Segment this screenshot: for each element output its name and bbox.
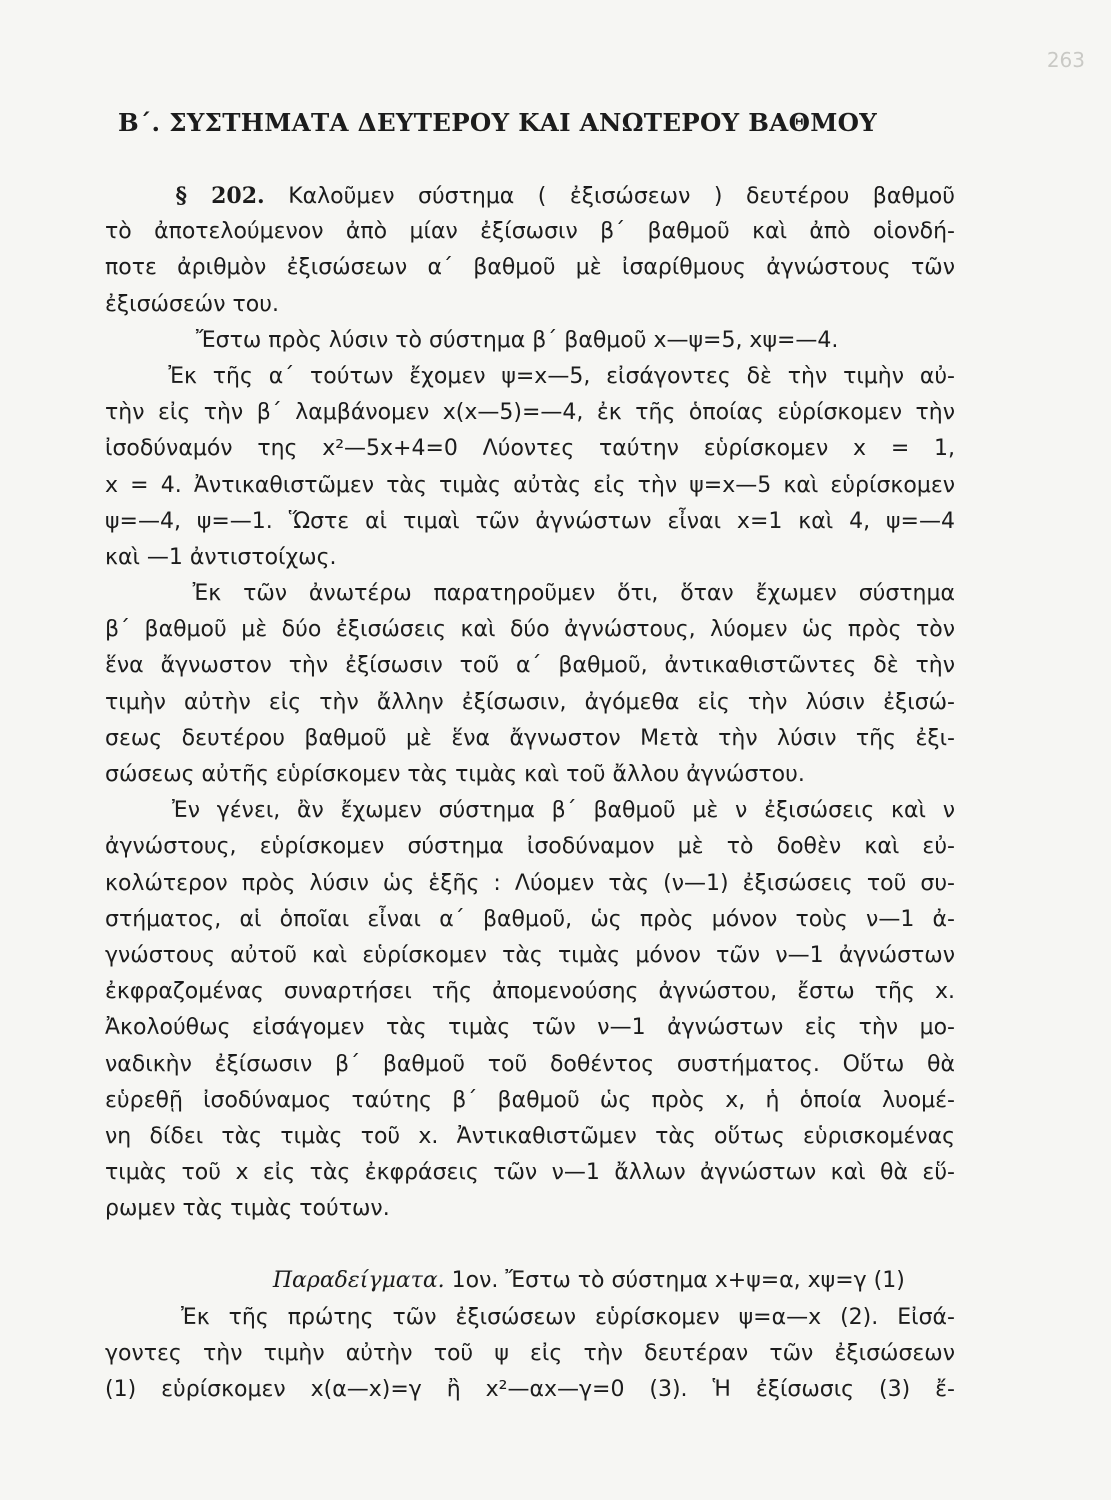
text-line: ἕνα ἄγνωστον τὴν ἐξίσωσιν τοῦ α΄ βαθμοῦ, ἀντικαθιστῶντες δὲ τὴν [105, 653, 955, 679]
text-line: γοντες τὴν τιμὴν αὐτὴν τοῦ ψ εἰς τὴν δευτέραν τῶν ἐξισώσεων [105, 1340, 955, 1366]
body-text [105, 178, 955, 1408]
text-line: Ἔστω πρὸς λύσιν τὸ σύστημα β΄ βαθμοῦ x—ψ=5, xψ=—4. [105, 327, 839, 353]
text-line: ποτε ἀριθμὸν ἐξισώσεων α΄ βαθμοῦ μὲ ἰσαρίθμους ἀγνώστους τῶν [105, 255, 955, 281]
text-line: Ἐκ τῆς πρώτης τῶν ἐξισώσεων εὑρίσκομεν ψ=α—x (2). Εἰσά- [105, 1304, 955, 1330]
text-line: καὶ —1 ἀντιστοίχως. [105, 544, 337, 570]
text-line: Ἐκ τῆς α΄ τούτων ἔχομεν ψ=x—5, εἰσάγοντες δὲ τὴν τιμὴν αὐ- [105, 363, 955, 389]
page-number: 263 [1046, 48, 1085, 72]
text-line: σώσεως αὐτῆς εὑρίσκομεν τὰς τιμὰς καὶ τοῦ ἄλλου ἀγνώστου. [105, 762, 805, 787]
text-line: ἐξισώσεών του. [105, 291, 279, 317]
text-line: γνώστους αὐτοῦ καὶ εὑρίσκομεν τὰς τιμὰς μόνον τῶν ν—1 ἀγνώστων [105, 942, 955, 968]
text-line: τὸ ἀποτελούμενον ἀπὸ μίαν ἐξίσωσιν β΄ βαθμοῦ καὶ ἀπὸ οἱονδή- [105, 219, 955, 245]
text-line: (1) εὑρίσκομεν x(α—x)=γ ἢ x²—αx—γ=0 (3). Ἡ ἐξίσωσις (3) ἔ- [105, 1377, 955, 1402]
text-line: ψ=—4, ψ=—1. Ὥστε αἱ τιμαὶ τῶν ἀγνώστων εἶναι x=1 καὶ 4, ψ=—4 [105, 508, 955, 534]
section-heading: Β΄. ΣΥΣΤΗΜΑΤΑ ΔΕΥΤΕΡΟΥ ΚΑΙ ΑΝΩΤΕΡΟΥ ΒΑΘΜΟΥ [118, 108, 878, 137]
text-line: τιμὰς τοῦ x εἰς τὰς ἐκφράσεις τῶν ν—1 ἄλλων ἀγνώστων καὶ θὰ εὕ- [105, 1160, 955, 1186]
text-line: κολώτερον πρὸς λύσιν ὡς ἑξῆς : Λύομεν τὰς (ν—1) ἐξισώσεις τοῦ συ- [105, 870, 955, 896]
text-line: ἀγνώστους, εὑρίσκομεν σύστημα ἰσοδύναμον μὲ τὸ δοθὲν καὶ εὐ- [105, 834, 955, 860]
text-line: β΄ βαθμοῦ μὲ δύο ἐξισώσεις καὶ δύο ἀγνώστους, λύομεν ὡς πρὸς τὸν [105, 617, 955, 643]
text-line: Ἐν γένει, ἂν ἔχωμεν σύστημα β΄ βαθμοῦ μὲ ν ἐξισώσεις καὶ ν [105, 798, 955, 824]
text-line: Παραδείγματα. 1ον. Ἔστω τὸ σύστημα x+ψ=α, xψ=γ (1) [272, 1268, 905, 1294]
text-line: § 202. Καλοῦμεν σύστημα ( ἐξισώσεων ) δευτέρου βαθμοῦ [175, 183, 955, 209]
text-line: ἐκφραζομένας συναρτήσει τῆς ἀπομενούσης ἀγνώστου, ἔστω τῆς x. [105, 979, 955, 1005]
text-line: σεως δευτέρου βαθμοῦ μὲ ἕνα ἄγνωστον Μετὰ τὴν λύσιν τῆς ἐξι- [105, 725, 955, 751]
text-line: τὴν εἰς τὴν β΄ λαμβάνομεν x(x—5)=—4, ἐκ τῆς ὁποίας εὑρίσκομεν τὴν [105, 400, 955, 426]
text-line: ναδικὴν ἐξίσωσιν β΄ βαθμοῦ τοῦ δοθέντος συστήματος. Οὕτω θὰ [105, 1051, 955, 1077]
text-line: Ἐκ τῶν ἀνωτέρω παρατηροῦμεν ὅτι, ὅταν ἔχωμεν σύστημα [105, 581, 955, 607]
text-line: ρωμεν τὰς τιμὰς τούτων. [105, 1196, 390, 1222]
text-line: Ἀκολούθως εἰσάγομεν τὰς τιμὰς τῶν ν—1 ἀγνώστων εἰς τὴν μο- [105, 1015, 955, 1041]
text-line: νη δίδει τὰς τιμὰς τοῦ x. Ἀντικαθιστῶμεν τὰς οὕτως εὑρισκομένας [105, 1123, 955, 1149]
text-line: x = 4. Ἀντικαθιστῶμεν τὰς τιμὰς αὐτὰς εἰς τὴν ψ=x—5 καὶ εὑρίσκομεν [105, 472, 955, 498]
text-line: στήματος, αἱ ὁποῖαι εἶναι α΄ βαθμοῦ, ὡς πρὸς μόνον τοὺς ν—1 ἀ- [105, 906, 955, 932]
text-line: ἰσοδύναμόν της x²—5x+4=0 Λύοντες ταύτην εὑρίσκομεν x = 1, [105, 436, 955, 462]
text-line: τιμὴν αὐτὴν εἰς τὴν ἄλλην ἐξίσωσιν, ἀγόμεθα εἰς τὴν λύσιν ἐξισώ- [105, 689, 955, 715]
text-line: εὑρεθῇ ἰσοδύναμος ταύτης β΄ βαθμοῦ ὡς πρὸς x, ἡ ὁποία λυομέ- [105, 1087, 955, 1113]
